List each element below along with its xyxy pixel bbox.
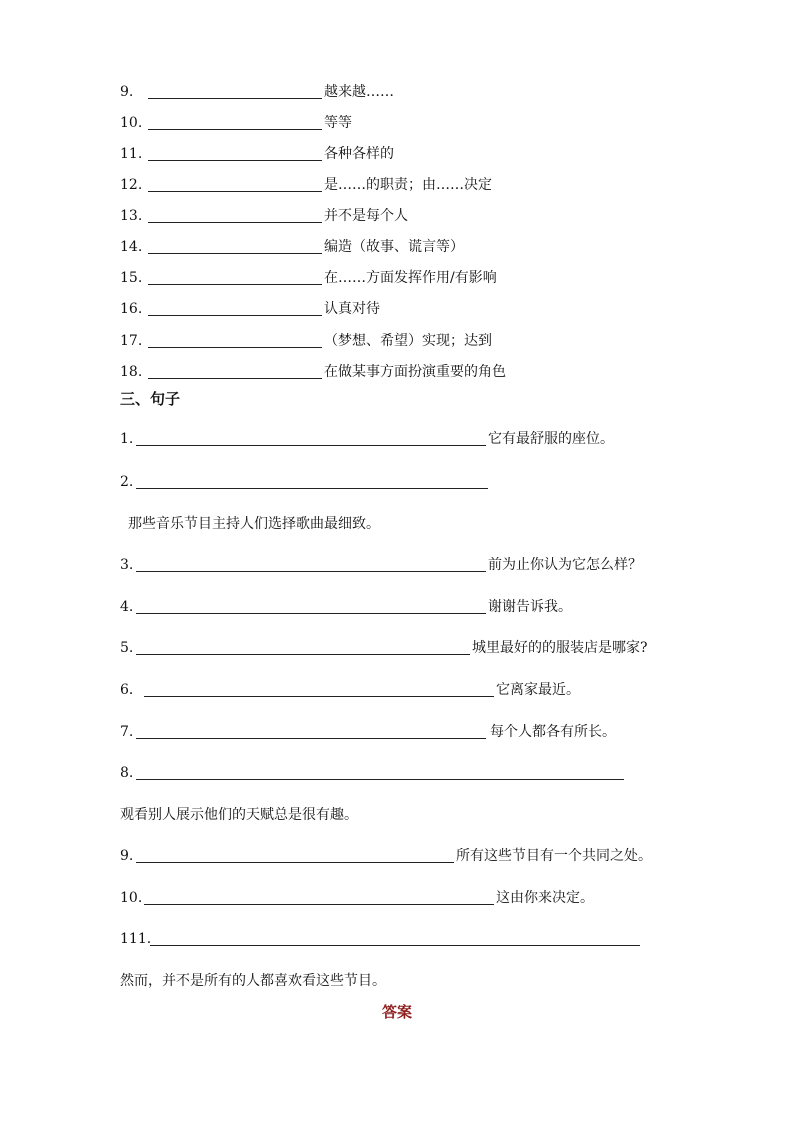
answer-blank[interactable] <box>136 571 486 572</box>
answer-blank[interactable] <box>148 378 322 379</box>
answer-blank[interactable] <box>136 779 624 780</box>
sentence-text: 城里最好的的服装店是哪家? <box>472 640 648 656</box>
answer-blank[interactable] <box>136 738 486 739</box>
answer-blank[interactable] <box>148 129 322 130</box>
section-heading: 三、句子 <box>120 390 181 408</box>
item-number: 2. <box>120 474 134 490</box>
answer-heading: 答案 <box>382 1003 413 1021</box>
sentence-text: 这由你来决定。 <box>496 890 594 906</box>
item-number: 8. <box>120 765 134 781</box>
answer-blank[interactable] <box>148 347 322 348</box>
answer-blank[interactable] <box>136 445 486 446</box>
answer-blank[interactable] <box>136 613 486 614</box>
sentence-text: 所有这些节目有一个共同之处。 <box>456 848 652 864</box>
item-number: 13. <box>120 208 143 224</box>
item-number: 10. <box>120 115 143 131</box>
sentence-text: 谢谢告诉我。 <box>488 599 572 615</box>
phrase-text: 是……的职责；由……决定 <box>324 177 492 193</box>
item-number: 10. <box>120 890 143 906</box>
answer-blank[interactable] <box>136 862 454 863</box>
sentence-text: 观看别人展示他们的天赋总是很有趣。 <box>120 807 358 823</box>
sentence-text: 每个人都各有所长。 <box>490 724 616 740</box>
answer-blank[interactable] <box>148 222 322 223</box>
sentence-text: 然而，并不是所有的人都喜欢看这些节目。 <box>120 973 386 989</box>
phrase-text: 在……方面发挥作用/有影响 <box>324 270 497 286</box>
phrase-text: 认真对待 <box>324 301 380 317</box>
answer-blank[interactable] <box>136 654 470 655</box>
sentence-text: 它有最舒服的座位。 <box>488 431 614 447</box>
answer-blank[interactable] <box>148 253 322 254</box>
item-number: 7. <box>120 724 134 740</box>
item-number: 11. <box>120 146 143 162</box>
phrase-text: 各种各样的 <box>324 146 394 162</box>
sentence-text: 前为止你认为它怎么样？ <box>488 557 642 573</box>
item-number: 15. <box>120 270 143 286</box>
answer-blank[interactable] <box>148 191 322 192</box>
item-number: 111. <box>120 931 152 947</box>
sentence-text: 它离家最近。 <box>496 682 580 698</box>
item-number: 12. <box>120 177 143 193</box>
item-number: 9. <box>120 848 134 864</box>
item-number: 6． <box>120 682 143 698</box>
phrase-text: 越来越…… <box>324 84 394 100</box>
answer-blank[interactable] <box>148 98 322 99</box>
item-number: 16. <box>120 301 143 317</box>
answer-blank[interactable] <box>148 315 322 316</box>
item-number: 3. <box>120 557 134 573</box>
answer-blank[interactable] <box>148 160 322 161</box>
item-number: 17. <box>120 333 143 349</box>
answer-blank[interactable] <box>148 284 322 285</box>
sentence-text: 那些音乐节目主持人们选择歌曲最细致。 <box>128 516 380 532</box>
item-number: 5. <box>120 640 134 656</box>
item-number: 14. <box>120 239 143 255</box>
phrase-text: 编造（故事、谎言等） <box>324 239 464 255</box>
item-number: 4. <box>120 599 134 615</box>
answer-blank[interactable] <box>136 488 488 489</box>
phrase-text: 并不是每个人 <box>324 208 408 224</box>
phrase-text: （梦想、希望）实现；达到 <box>324 333 492 349</box>
item-number: 18. <box>120 364 143 380</box>
phrase-text: 等等 <box>324 115 352 131</box>
answer-blank[interactable] <box>150 945 640 946</box>
item-number: 1. <box>120 431 134 447</box>
phrase-text: 在做某事方面扮演重要的角色 <box>324 364 506 380</box>
answer-blank[interactable] <box>144 904 494 905</box>
item-number: 9. <box>120 84 134 100</box>
answer-blank[interactable] <box>144 696 494 697</box>
